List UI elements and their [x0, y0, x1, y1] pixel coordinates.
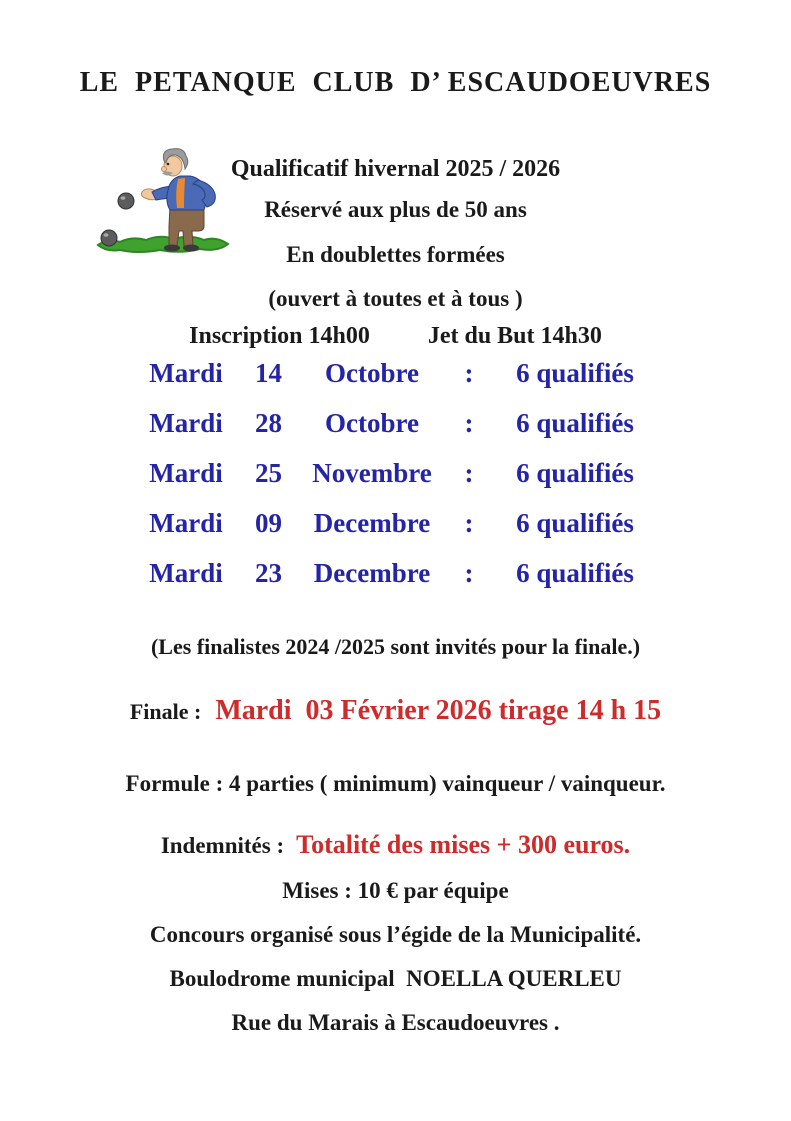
indemnites-label: Indemnités :	[160, 833, 285, 858]
schedule-colon: :	[464, 358, 474, 388]
schedule-month: Octobre	[325, 358, 419, 388]
schedule-qualified: 6 qualifiés	[516, 358, 634, 388]
schedule-colon: :	[464, 458, 474, 488]
schedule-colon: :	[464, 408, 474, 438]
schedule-row	[131, 408, 660, 438]
schedule-date: 09	[255, 508, 282, 538]
schedule-month: Octobre	[325, 408, 419, 438]
schedule-day: Mardi	[149, 558, 223, 588]
boule-highlight	[104, 233, 109, 237]
schedule-day: Mardi	[149, 358, 223, 388]
subtitle-ouvert: (ouvert à toutes et à tous )	[268, 286, 523, 311]
finale-date: Mardi 03 Février 2026 tirage 14 h 15	[215, 695, 662, 726]
schedule-day: Mardi	[149, 458, 223, 488]
schedule-day: Mardi	[149, 408, 223, 438]
page-title: LE PETANQUE CLUB D’ ESCAUDOEUVRES	[79, 67, 712, 98]
schedule-month: Novembre	[312, 458, 432, 488]
formule-text: Formule : 4 parties ( minimum) vainqueur / vainqueur.	[125, 771, 666, 796]
schedule-date: 23	[255, 558, 282, 588]
adresse-text: Rue du Marais à Escaudoeuvres .	[231, 1010, 560, 1035]
finalists-note: (Les finalistes 2024 /2025 sont invités pour la finale.)	[150, 634, 641, 659]
concours-text: Concours organisé sous l’égide de la Municipalité.	[149, 922, 642, 947]
schedule-month: Decembre	[313, 508, 431, 538]
schedule-row	[131, 358, 660, 388]
schedule-qualified: 6 qualifiés	[516, 558, 634, 588]
schedule-row	[131, 458, 660, 488]
schedule-qualified: 6 qualifiés	[516, 458, 634, 488]
qualification-schedule	[0, 358, 791, 608]
subtitle-reserve: Réservé aux plus de 50 ans	[264, 197, 527, 222]
schedule-row	[131, 508, 660, 538]
schedule-date: 25	[255, 458, 282, 488]
inscription-time: Inscription 14h00	[189, 323, 370, 349]
schedule-colon: :	[464, 558, 474, 588]
finale-line	[0, 694, 791, 728]
indemnites-line	[0, 829, 791, 860]
schedule-date: 14	[255, 358, 282, 388]
schedule-day: Mardi	[149, 508, 223, 538]
mises-text: Mises : 10 € par équipe	[282, 878, 509, 903]
boulodrome-text: Boulodrome municipal NOELLA QUERLEU	[169, 966, 622, 991]
schedule-month: Decembre	[313, 558, 431, 588]
schedule-qualified: 6 qualifiés	[516, 408, 634, 438]
schedule-colon: :	[464, 508, 474, 538]
subtitle-doublettes: En doublettes formées	[286, 242, 505, 267]
subtitle-qualificatif: Qualificatif hivernal 2025 / 2026	[230, 156, 561, 182]
schedule-qualified: 6 qualifiés	[516, 508, 634, 538]
jet-du-but-time: Jet du But 14h30	[427, 323, 602, 349]
inscription-line	[0, 322, 791, 351]
schedule-date: 28	[255, 408, 282, 438]
finale-label: Finale :	[129, 699, 202, 724]
schedule-row	[131, 558, 660, 588]
indemnites-value: Totalité des mises + 300 euros.	[296, 830, 631, 859]
